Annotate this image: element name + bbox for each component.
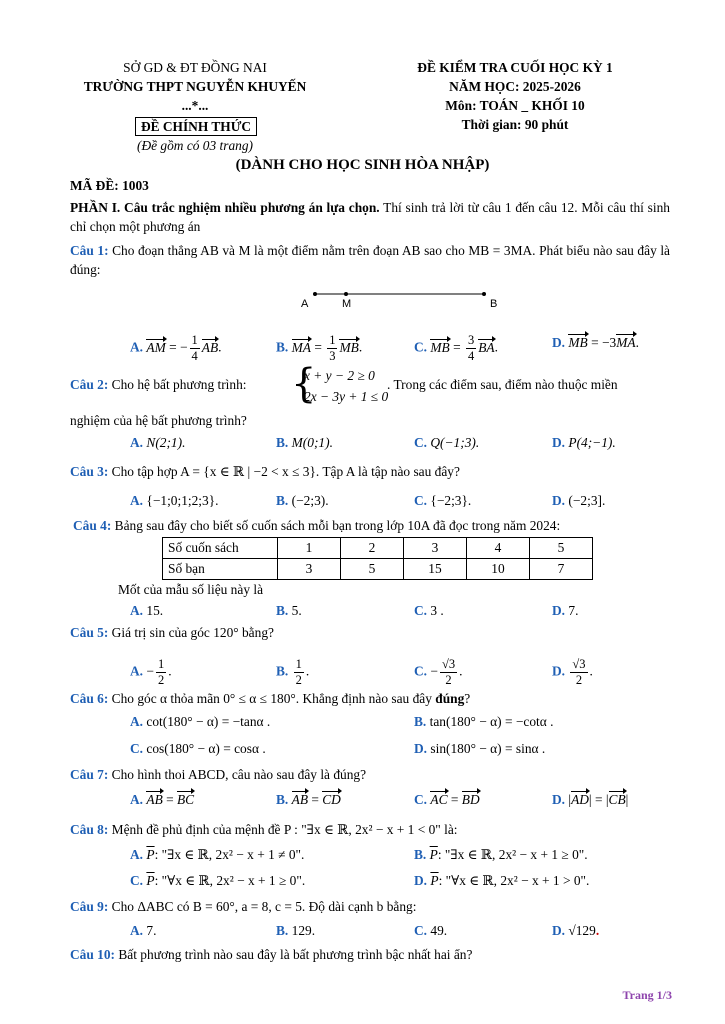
question-6-emphasis: đúng <box>435 691 465 706</box>
q6-option-a[interactable]: A. cot(180° − α) = −tanα . <box>130 714 271 729</box>
q3-option-c[interactable]: C. {−2;3}. <box>414 493 472 508</box>
question-2-text-line2: nghiệm của hệ bất phương trình? <box>70 413 247 428</box>
q5-option-a[interactable]: A. − $\frac{1}{2}$ . <box>130 657 172 687</box>
part1-instruction: Thí sinh trả lời từ câu 1 đến câu 12. Mỗi câu thí sinh chỉ chọn một phương án <box>70 200 670 234</box>
q9-option-c[interactable]: C. 49. <box>414 923 448 938</box>
question-8-text: Mệnh đề phủ định của mệnh đề P : "∃x ∈ ℝ, 2x² − x + 1 < 0" là: <box>108 822 458 837</box>
question-4-stem: Mốt của mẫu số liệu này là <box>118 582 264 597</box>
q8-option-d[interactable]: D. $\overline{P}$: "∀x ∈ ℝ, 2x² − x + 1 > 0". <box>414 873 590 888</box>
table-header: Số cuốn sách <box>163 538 278 559</box>
table-cell: 2 <box>341 538 404 559</box>
exam-code: MÃ ĐỀ: 1003 <box>70 178 149 193</box>
exam-title: ĐỀ KIỂM TRA CUỐI HỌC KỲ 1 <box>417 60 613 75</box>
table-cell: 4 <box>467 538 530 559</box>
question-9 <box>70 897 416 917</box>
q4-option-c[interactable]: C. 3 . <box>414 603 444 618</box>
label-b: B <box>490 298 498 310</box>
system-brace: { <box>291 361 317 407</box>
question-8-label: Câu 8: <box>70 822 109 837</box>
exam-subtitle: (DÀNH CHO HỌC SINH HÒA NHẬP) <box>235 157 490 173</box>
question-8 <box>70 820 458 840</box>
question-6: Câu 6: Cho góc α thỏa mãn 0° ≤ α ≤ 180°. Khẳng định nào sau đây đúng? <box>70 691 471 706</box>
question-3-label: Câu 3: <box>70 464 109 479</box>
question-5-text: Giá trị sin của góc 120° bằng? <box>108 625 274 640</box>
question-1-label: Câu 1: <box>70 243 109 258</box>
table-cell: 3 <box>278 559 341 580</box>
q2-option-c[interactable]: C. Q(−1;3). <box>414 435 480 450</box>
q2-option-d[interactable]: D. P(4;−1). <box>552 435 616 450</box>
q9-option-a[interactable]: A. 7. <box>130 923 157 938</box>
question-2-label: Câu 2: <box>70 377 109 392</box>
school-year: NĂM HỌC: 2025-2026 <box>449 79 581 94</box>
q7-option-b[interactable]: B. AB = CD <box>276 790 341 810</box>
table-cell: 1 <box>278 538 341 559</box>
point-m <box>344 292 348 296</box>
question-10 <box>70 945 472 965</box>
table-cell: 3 <box>404 538 467 559</box>
q4-option-b[interactable]: B. 5. <box>276 603 302 618</box>
table-cell: 10 <box>467 559 530 580</box>
question-4-label: Câu 4: <box>73 518 112 533</box>
question-3-text: Cho tập hợp A = {x ∈ ℝ | −2 < x ≤ 3}. Tập A là tập nào sau đây? <box>108 464 460 479</box>
official-label: ĐỀ CHÍNH THỨC <box>135 117 257 136</box>
question-6-text: Cho góc α thỏa mãn 0° ≤ α ≤ 180°. Khẳng định nào sau đây <box>108 691 436 706</box>
question-2-text-cont: . Trong các điểm sau, điểm nào thuộc miền <box>387 377 618 392</box>
q2-option-b[interactable]: B. M(0;1). <box>276 435 333 450</box>
table-row <box>163 559 593 580</box>
q5-option-d[interactable]: D. $\frac{√3}{2}$ . <box>552 657 593 687</box>
q1-option-c[interactable]: C. MB = $\frac{3}{4}$ BA. <box>414 333 498 363</box>
label-a: A <box>301 298 309 310</box>
books-table <box>162 537 593 580</box>
q4-option-d[interactable]: D. 7. <box>552 603 579 618</box>
question-4-text: Bảng sau đây cho biết số cuốn sách mỗi bạn trong lớp 10A đã đọc trong năm 2024: <box>111 518 561 533</box>
question-2-text: Cho hệ bất phương trình: <box>108 377 247 392</box>
q8-option-b[interactable]: B. $\overline{P}$: "∃x ∈ ℝ, 2x² − x + 1 ≥ 0". <box>414 847 588 862</box>
part1-instructions <box>70 198 670 236</box>
point-a <box>313 292 317 296</box>
question-7-label: Câu 7: <box>70 767 109 782</box>
q4-option-a[interactable]: A. 15. <box>130 603 164 618</box>
question-2 <box>70 375 247 395</box>
point-b <box>482 292 486 296</box>
system-eq2: 2x − 3y + 1 ≤ 0 <box>304 389 389 404</box>
question-4 <box>73 516 560 536</box>
q7-option-d[interactable]: D. |AD| = |CB| <box>552 790 628 810</box>
table-cell: 5 <box>341 559 404 580</box>
question-10-text: Bất phương trình nào sau đây là bất phương trình bậc nhất hai ẩn? <box>115 947 473 962</box>
question-9-label: Câu 9: <box>70 899 109 914</box>
question-9-text: Cho ΔABC có B = 60°, a = 8, c = 5. Độ dài cạnh b bằng: <box>108 899 417 914</box>
label-m: M <box>342 298 352 310</box>
segment-figure <box>298 284 518 314</box>
q7-option-a[interactable]: A. AB = BC <box>130 790 194 810</box>
q6-option-d[interactable]: D. sin(180° − α) = sinα . <box>414 741 546 756</box>
page-number: Trang 1/3 <box>622 988 672 1002</box>
q7-option-c[interactable]: C. AC = BD <box>414 790 480 810</box>
q5-option-b[interactable]: B. $\frac{1}{2}$ . <box>276 657 310 687</box>
question-1-text: Cho đoạn thẳng AB và M là một điểm nằm trên đoạn AB sao cho MB = 3MA. Phát biểu nào sau đây là đúng: <box>70 243 670 277</box>
separator-mark: ...*... <box>181 98 209 113</box>
table-cell: 15 <box>404 559 467 580</box>
question-5 <box>70 623 274 643</box>
question-3 <box>70 462 460 482</box>
q5-option-c[interactable]: C. − $\frac{√3}{2}$ . <box>414 657 463 687</box>
q8-option-a[interactable]: A. $\overline{P}$: "∃x ∈ ℝ, 2x² − x + 1 ≠ 0". <box>130 847 305 862</box>
school-department: SỞ GD & ĐT ĐỒNG NAI <box>123 60 267 75</box>
system-eq1: x + y − 2 ≥ 0 <box>304 368 375 383</box>
q9-option-b[interactable]: B. 129. <box>276 923 316 938</box>
question-7 <box>70 765 366 785</box>
q9-option-d[interactable]: D. √129. <box>552 923 600 938</box>
q2-option-a[interactable]: A. N(2;1). <box>130 435 186 450</box>
part1-title: PHẦN I. Câu trắc nghiệm nhiều phương án lựa chọn. <box>70 200 380 215</box>
table-cell: 5 <box>530 538 593 559</box>
question-10-label: Câu 10: <box>70 947 116 962</box>
table-header: Số bạn <box>163 559 278 580</box>
q1-option-d[interactable]: D. MB = −3MA. <box>552 333 639 353</box>
q6-option-c[interactable]: C. cos(180° − α) = cosα . <box>130 741 266 756</box>
question-5-label: Câu 5: <box>70 625 109 640</box>
question-6-label: Câu 6: <box>70 691 109 706</box>
q3-option-a[interactable]: A. {−1;0;1;2;3}. <box>130 493 219 508</box>
question-7-text: Cho hình thoi ABCD, câu nào sau đây là đúng? <box>108 767 367 782</box>
subject: Môn: TOÁN _ KHỐI 10 <box>445 98 585 113</box>
q3-option-d[interactable]: D. (−2;3]. <box>552 493 606 508</box>
q1-option-b[interactable]: B. MA = $\frac{1}{3}$ MB. <box>276 333 363 363</box>
question-1 <box>70 241 670 279</box>
school-name: TRƯỜNG THPT NGUYỄN KHUYẾN <box>83 79 307 94</box>
q3-option-b[interactable]: B. (−2;3). <box>276 493 329 508</box>
table-row <box>163 538 593 559</box>
q8-option-c[interactable]: C. $\overline{P}$: "∀x ∈ ℝ, 2x² − x + 1 ≥ 0". <box>130 873 306 888</box>
duration: Thời gian: 90 phút <box>461 117 569 132</box>
q1-option-a[interactable]: A. AM = − $\frac{1}{4}$ AB. <box>130 333 222 363</box>
table-cell: 7 <box>530 559 593 580</box>
q6-option-b[interactable]: B. tan(180° − α) = −cotα . <box>414 714 554 729</box>
pages-note: (Đề gồm có 03 trang) <box>136 138 254 153</box>
